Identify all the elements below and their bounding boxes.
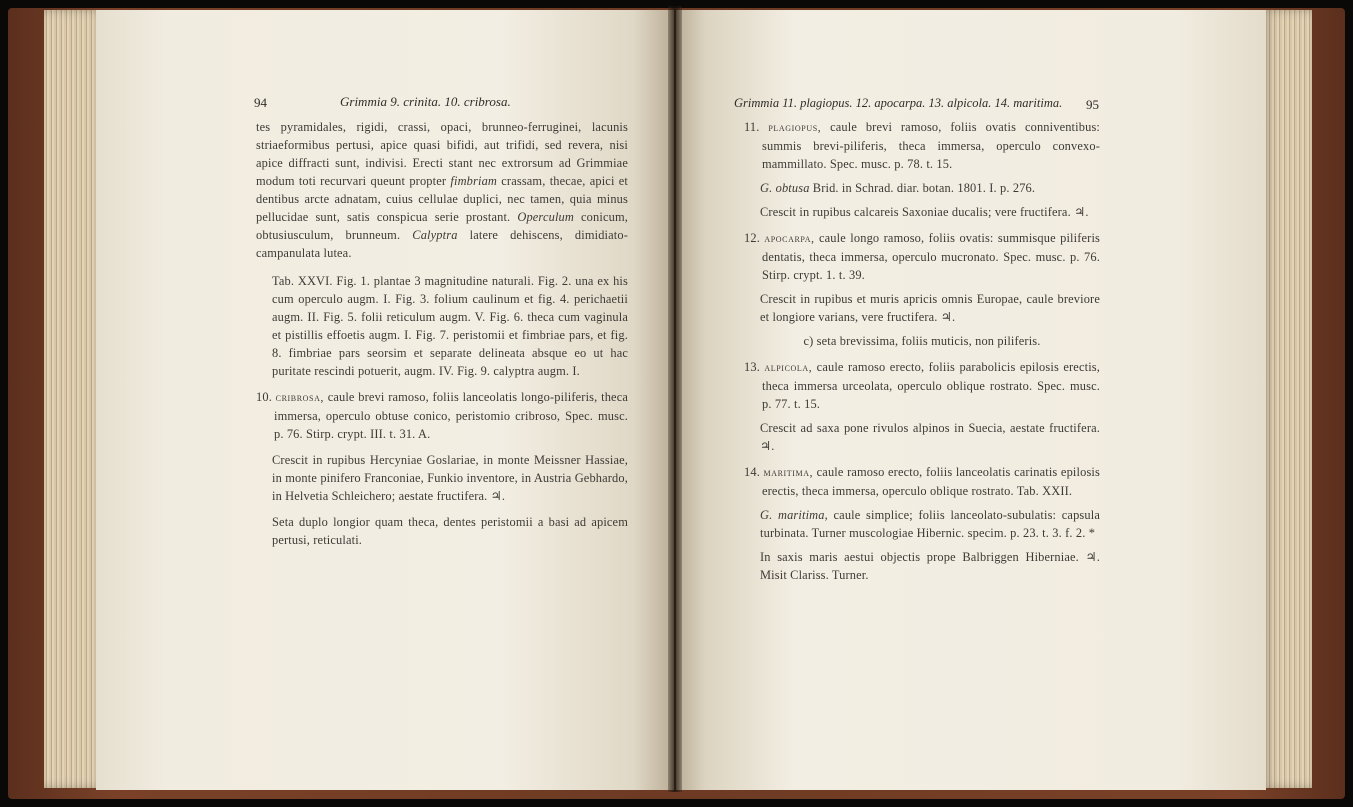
text: Brid. in Schrad. diar. botan. 1801. I. p. 276. [812,181,1036,195]
running-head: Grimmia 9. crinita. 10. cribrosa. [340,94,511,109]
entry-number: 12. [744,231,760,245]
text-italic: G. maritima, [760,508,828,522]
text: caule ramoso erecto, foliis parabolicis epilosis erectis, theca immersa urceolata, operculo oblique rostrato. Spec. musc. p. 77. t. 15. [762,360,1101,411]
entry-number: 13. [744,360,760,374]
entry-number: 10. [256,390,272,404]
text: caule brevi ramoso, foliis ovatis conniventibus: summis brevi-piliferis, theca immersa, operculo convexo-mammillato. Spec. musc. p. 78. t. 15. [762,120,1101,171]
habitat-note: Crescit in rupibus calcareis Saxoniae ducalis; vere fructifera. ♃. [760,205,1089,219]
text-italic: Calyptra [412,228,458,242]
species-entry [744,463,1100,500]
running-head: Grimmia 11. plagiopus. 12. apocarpa. 13. alpicola. 14. maritima. [734,96,1063,110]
text-italic: fimbriam [450,174,498,188]
habitat-note: Crescit in rupibus Hercyniae Goslariae, in monte Meissner Hassiae, in monte pinifero Franconiae, Funkio inventore, in Austria Gebhardo, in Helvetia Schleichero; aestate fructifera. ♃. [272,453,628,503]
text: tes pyramidales, rigidi, crassi, opaci, brunneo-ferruginei, lacunis striaeformibus pertusi, apice quasi bifidi, aut trifidi, sed revera, nisi apice diffracti sunt, indivisi. Erecti stant nec extrorsum ad Grimmiae modum toti recurvari queunt propter [256,120,628,188]
synonym [744,179,1100,197]
description-note: Seta duplo longior quam theca, dentes peristomii a basi ad apicem pertusi, reticulati. [272,515,628,547]
synonym [744,506,1100,542]
species-name: apocarpa, [764,233,815,245]
left-page [96,10,674,790]
text: caule simplice; foliis lanceolato-subulatis: capsula turbinata. Turner muscologiae Hibernic. specim. p. 23. t. 3. f. 2. * [760,508,1100,540]
paragraph [256,118,628,262]
text: caule ramoso erecto, foliis lanceolatis carinatis epilosis erectis, theca immersa, operculo oblique rostrato. Tab. XXII. [762,465,1100,498]
text-italic: Operculum [517,210,574,224]
species-name: maritima, [763,467,814,479]
text: crassam, thecae, apici et dentibus arcte adnatam, cuius cellulae duplici, nec tamen, quia minus pellucidae sunt, satis conspicua serie prostant. [256,174,629,224]
text-italic: G. obtusa [760,181,810,195]
right-page-edges [1262,10,1312,788]
species-entry [744,229,1100,284]
right-page [676,10,1266,790]
species-name: alpicola, [764,362,813,374]
entry-number: 14. [744,465,760,479]
species-entry [744,118,1100,173]
page-number: 95 [1086,97,1099,112]
right-text-block [744,118,1100,584]
text: latere dehiscens, dimidiato-campanulata lutea. [256,228,629,260]
habitat-note: In saxis maris aestui objectis prope Balbriggen Hiberniae. ♃. Misit Clariss. Turner. [760,550,1100,582]
text: conicum, obtusiusculum, brunneum. [256,210,628,242]
page-number: 94 [254,95,267,110]
species-name: plagiopus, [768,122,822,134]
entry-number: 11. [744,120,760,134]
habitat-note: Crescit in rupibus et muris apricis omnis Europae, caule breviore et longiore varians, vere fructifera. ♃. [760,292,1100,324]
text: caule longo ramoso, foliis ovatis: summisque piliferis dentatis, theca immersa, operculo mucronato. Spec. musc. p. 76. Stirp. crypt. 1. t. 39. [762,231,1101,282]
figure-caption: Tab. XXVI. Fig. 1. plantae 3 magnitudine naturali. Fig. 2. una ex his cum operculo augm. I. Fig. 3. folium caulinum et fig. 4. perichaetii augm. II. Fig. 5. folii reticulum augm. V. Fig. 6. theca cum vaginula et pistillis effoetis augm. I. Fig. 7. peristomii et fimbriae pars, et fig. 8. fimbriae pars seorsim et separate delineata absque eo ut hac puritate rescindi potuerit, augm. IV. Fig. 9. calyptra augm. I. [272,274,628,378]
species-entry [744,358,1100,413]
left-text-block [256,118,628,549]
species-name: cribrosa, [275,392,324,404]
book-gutter [668,6,682,792]
variety-note: c) seta brevissima, foliis muticis, non piliferis. [803,334,1041,348]
text: caule brevi ramoso, foliis lanceolatis longo-piliferis, theca immersa, operculo obtuse conico, peristomio cribroso, Spec. musc. p. 76. Stirp. crypt. III. t. 31. A. [274,390,628,441]
habitat-note: Crescit ad saxa pone rivulos alpinos in Suecia, aestate fructifera. ♃. [760,421,1100,453]
species-entry [256,388,628,443]
